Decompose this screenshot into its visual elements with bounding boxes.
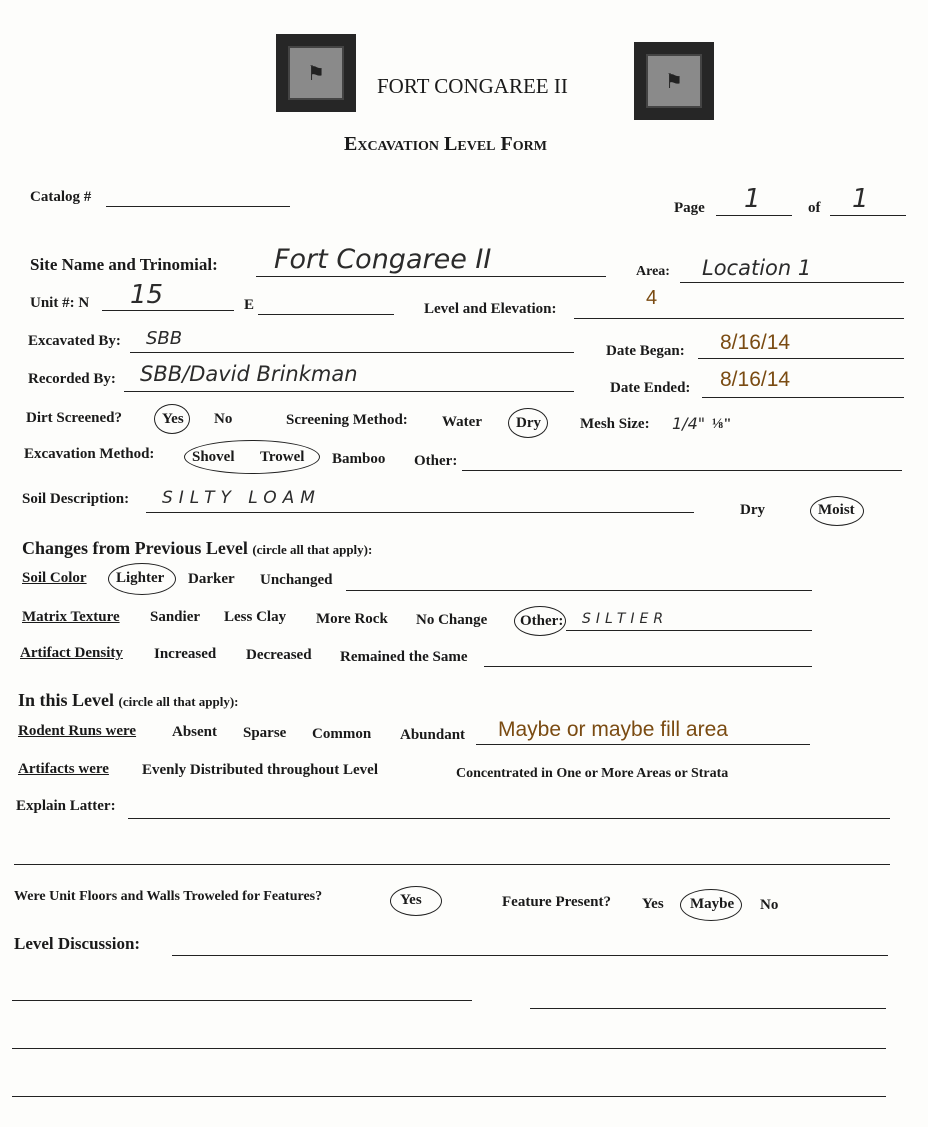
artifacts-were-label: Artifacts were [18, 761, 109, 777]
feature-present-no: No [760, 897, 779, 913]
discussion-line-1 [172, 955, 888, 956]
excavation-other-line [462, 470, 902, 471]
discussion-line-3 [12, 1048, 886, 1049]
site-value: Fort Congaree II [274, 244, 492, 275]
screening-dry: Dry [516, 415, 541, 431]
rodent-sparse: Sparse [243, 725, 287, 741]
of-label: of [808, 200, 821, 216]
area-value: Location 1 [702, 256, 812, 280]
artifacts-concentrated: Concentrated in One or More Areas or Strata [456, 766, 729, 781]
rodent-absent: Absent [172, 724, 218, 740]
changes-heading [22, 539, 372, 557]
of-value: 1 [852, 184, 869, 214]
soil-moist: Moist [818, 502, 855, 518]
matrix-other-value: SILTIER [582, 611, 669, 627]
soil-color-unchanged: Unchanged [260, 572, 333, 588]
site-label: Site Name and Trinomial: [30, 255, 218, 274]
level-line [574, 318, 904, 319]
rodent-runs-label: Rodent Runs were [18, 723, 137, 739]
flag-icon: ⚑ [646, 54, 702, 108]
unit-e-label: E [244, 297, 255, 313]
unit-label: Unit #: N [30, 295, 90, 311]
excavation-trowel: Trowel [260, 449, 305, 465]
excavated-value: SBB [146, 328, 183, 349]
catalog-label: Catalog # [30, 189, 92, 205]
level-heading-text: In this Level [18, 690, 115, 710]
level-heading-note: (circle all that apply): [118, 694, 239, 709]
rodent-abundant: Abundant [400, 727, 466, 743]
mesh-size-label: Mesh Size: [580, 416, 650, 432]
recorded-line [124, 391, 574, 392]
artifacts-evenly: Evenly Distributed throughout Level [142, 762, 378, 778]
level-label: Level and Elevation: [424, 301, 557, 317]
excavated-label: Excavated By: [28, 333, 121, 349]
soil-dry: Dry [740, 502, 765, 518]
discussion-line-2b [530, 1008, 886, 1009]
changes-heading-note: (circle all that apply): [252, 542, 373, 557]
unit-e-line [258, 314, 394, 315]
soil-color-label: Soil Color [22, 570, 87, 586]
unit-n-value: 15 [130, 280, 164, 310]
mesh-size-value: 1/4" [672, 414, 706, 433]
excavated-line [130, 352, 574, 353]
level-value: 4 [646, 287, 658, 309]
soil-description-value: SILTY LOAM [162, 488, 321, 508]
catalog-line [106, 206, 290, 207]
soil-description-line [146, 512, 694, 513]
date-ended-label: Date Ended: [610, 380, 691, 396]
screening-method-label: Screening Method: [286, 412, 408, 428]
site-line [256, 276, 606, 277]
explain-line-1 [128, 818, 890, 819]
matrix-other-line [566, 630, 812, 631]
dirt-yes: Yes [162, 411, 184, 427]
form-title: FORT CONGAREE II [377, 74, 568, 98]
of-line [830, 215, 906, 216]
rodent-note: Maybe or maybe fill area [498, 718, 728, 741]
date-began-line [698, 358, 904, 359]
recorded-label: Recorded By: [28, 371, 116, 387]
unit-n-line [102, 310, 234, 311]
excavation-shovel: Shovel [192, 449, 235, 465]
dirt-screened-label: Dirt Screened? [26, 410, 122, 426]
matrix-texture-label: Matrix Texture [22, 609, 120, 625]
matrix-sandier: Sandier [150, 609, 201, 625]
feature-present-yes: Yes [642, 896, 664, 912]
area-label: Area: [636, 264, 670, 279]
discussion-line-2a [12, 1000, 472, 1001]
soil-color-lighter: Lighter [116, 570, 165, 586]
level-discussion-label: Level Discussion: [14, 934, 141, 953]
matrix-no-change: No Change [416, 612, 488, 628]
seal-logo-right [634, 42, 714, 120]
level-heading [18, 691, 239, 709]
matrix-other-label: Other: [520, 613, 564, 629]
discussion-line-4 [12, 1096, 886, 1097]
soil-color-darker: Darker [188, 571, 235, 587]
screening-water: Water [442, 414, 482, 430]
seal-logo-left [276, 34, 356, 112]
mesh-size-other: ⅛" [712, 416, 732, 432]
soil-color-line [346, 590, 812, 591]
feature-present-label: Feature Present? [502, 894, 611, 910]
page-line [716, 215, 792, 216]
page-label: Page [674, 200, 705, 216]
troweled-label: Were Unit Floors and Walls Troweled for Features? [14, 889, 323, 904]
artifact-decreased: Decreased [246, 647, 312, 663]
artifact-density-label: Artifact Density [20, 645, 123, 661]
soil-description-label: Soil Description: [22, 491, 130, 507]
rodent-common: Common [312, 726, 372, 742]
form-subtitle: Excavation Level Form [344, 133, 547, 155]
recorded-value: SBB/David Brinkman [140, 362, 358, 386]
rodent-line [476, 744, 810, 745]
flag-icon: ⚑ [288, 46, 344, 100]
explain-label: Explain Latter: [16, 798, 116, 814]
excavation-bamboo: Bamboo [332, 451, 386, 467]
dirt-no: No [214, 411, 233, 427]
changes-heading-text: Changes from Previous Level [22, 538, 248, 558]
date-ended-line [702, 397, 904, 398]
matrix-more-rock: More Rock [316, 611, 388, 627]
excavation-other-label: Other: [414, 453, 458, 469]
matrix-less-clay: Less Clay [224, 609, 287, 625]
area-line [680, 282, 904, 283]
explain-line-2 [14, 864, 890, 865]
artifact-increased: Increased [154, 646, 217, 662]
artifact-line [484, 666, 812, 667]
date-began-value: 8/16/14 [720, 331, 791, 354]
date-ended-value: 8/16/14 [720, 368, 791, 391]
artifact-remained: Remained the Same [340, 649, 468, 665]
date-began-label: Date Began: [606, 343, 685, 359]
excavation-method-label: Excavation Method: [24, 446, 155, 462]
troweled-yes: Yes [400, 892, 422, 908]
feature-present-maybe: Maybe [690, 896, 735, 912]
page-value: 1 [744, 184, 761, 214]
